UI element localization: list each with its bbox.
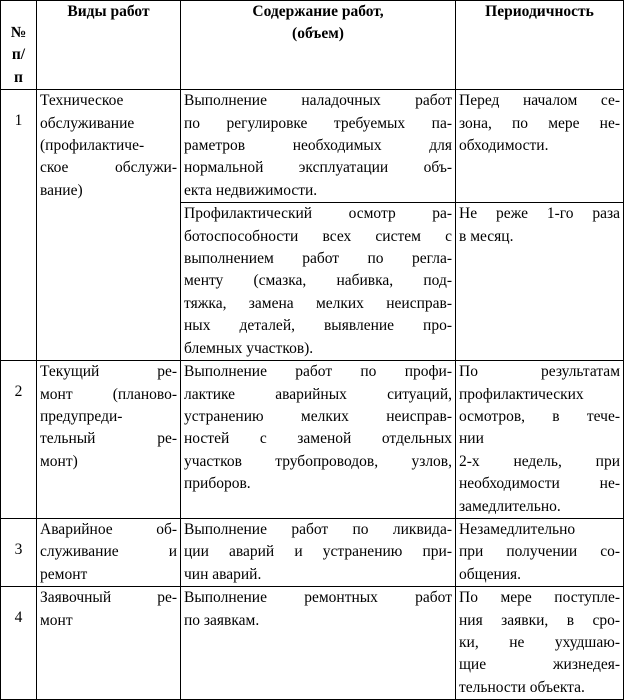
text-line: Перед началом се- — [459, 92, 620, 110]
text-line: осмотров, в тече- — [459, 407, 620, 425]
periodicity-cell — [456, 361, 624, 519]
work-type-cell — [37, 361, 181, 519]
text-line: тельности объекта. — [459, 678, 585, 696]
text-line: ремонт — [40, 565, 88, 583]
text-line: Текущий ре- — [40, 363, 177, 381]
header-work-types: Виды работ — [37, 1, 181, 90]
text-line: ции аварий и устранению при- — [184, 543, 452, 561]
periodicity-cell — [456, 203, 624, 361]
text-line: раметров необходимых для — [184, 137, 452, 155]
text-line: монт) — [40, 452, 78, 470]
text-line: 2-х недель, при — [459, 452, 620, 470]
text-line: Профилактический осмотр ра- — [184, 205, 452, 223]
text-line: замедлительно. — [459, 497, 561, 515]
row-number: 2 — [1, 361, 37, 519]
work-content-cell — [181, 361, 456, 519]
text-line: устранению мелких неисправ- — [184, 407, 452, 425]
text-line: участков трубопроводов, узлов, — [184, 452, 452, 470]
text-line: Выполнение наладочных работ — [184, 92, 452, 110]
header-row — [1, 1, 624, 90]
work-content-cell — [181, 90, 456, 203]
row-number: 1 — [1, 90, 37, 361]
text-line: ных деталей, выявление про- — [184, 317, 452, 335]
table-row — [1, 90, 624, 203]
text-line: По мере поступле- — [459, 589, 620, 607]
text-line: служивание и — [40, 543, 177, 561]
text-line: по заявкам. — [184, 611, 260, 629]
text-line: нии — [459, 430, 484, 448]
table-row — [1, 361, 624, 519]
text-line: необходимости не- — [459, 475, 620, 493]
table-row — [1, 518, 624, 586]
text-line: тельный ре- — [40, 430, 177, 448]
work-type-cell — [37, 587, 181, 700]
text-line: Выполнение работ по профи- — [184, 363, 452, 381]
text-line: По результатам — [459, 363, 620, 381]
work-type-cell — [37, 90, 181, 361]
text-line: чин аварий. — [184, 565, 262, 583]
header-work-content: Содержание работ, (объем) — [181, 1, 456, 90]
periodicity-cell — [456, 90, 624, 203]
periodicity-cell — [456, 518, 624, 586]
text-line: по регулировке требуемых па- — [184, 114, 452, 132]
text-line: Не реже 1-го раза — [459, 205, 620, 223]
text-line: Заявочный ре- — [40, 589, 177, 607]
text-line: профилактических — [459, 385, 584, 403]
row-number: 4 — [1, 587, 37, 700]
text-line: тяжка, замена мелких неисправ- — [184, 294, 452, 312]
text-line: предупреди- — [40, 407, 123, 425]
text-line: общения. — [459, 565, 522, 583]
text-line: монт — [40, 611, 73, 629]
text-line: выполнением работ по регла- — [184, 250, 452, 268]
work-content-cell — [181, 518, 456, 586]
text-line: блемных участков). — [184, 339, 314, 357]
text-line: ностей с заменой отдельных — [184, 430, 452, 448]
text-line: ское обслужи- — [40, 159, 177, 177]
text-line: Техническое — [40, 92, 124, 110]
header-number: № п/ п — [1, 1, 37, 90]
text-line: нормальной эксплуатации объ- — [184, 159, 452, 177]
text-line: обходимости. — [459, 137, 549, 155]
text-line: зона, по мере не- — [459, 114, 620, 132]
text-line: в месяц. — [459, 227, 514, 245]
work-content-cell — [181, 203, 456, 361]
text-line: обслуживание — [40, 114, 135, 132]
work-content-cell — [181, 587, 456, 700]
text-line: Незамедлительно — [459, 520, 576, 538]
text-line: ботоспособности всех систем с — [184, 227, 452, 245]
text-line: (профилактиче- — [40, 137, 145, 155]
text-line: приборов. — [184, 475, 251, 493]
text-line: Выполнение ремонтных работ — [184, 589, 452, 607]
text-line: вание) — [40, 181, 83, 199]
text-line: при получении со- — [459, 543, 620, 561]
row-number: 3 — [1, 518, 37, 586]
text-line: Аварийное об- — [40, 520, 177, 538]
text-line: лактике аварийных ситуаций, — [184, 385, 452, 403]
periodicity-cell — [456, 587, 624, 700]
text-line: монт (планово- — [40, 385, 177, 403]
text-line: Выполнение работ по ликвида- — [184, 520, 452, 538]
text-line: щие жизнедея- — [459, 656, 620, 674]
text-line: ки, не ухудшаю- — [459, 633, 620, 651]
text-line: менту (смазка, набивка, под- — [184, 272, 452, 290]
work-type-cell — [37, 518, 181, 586]
text-line: екта недвижимости. — [184, 181, 318, 199]
table-row — [1, 587, 624, 700]
header-periodicity: Периодичность — [456, 1, 624, 90]
text-line: ния заявки, в сро- — [459, 611, 620, 629]
